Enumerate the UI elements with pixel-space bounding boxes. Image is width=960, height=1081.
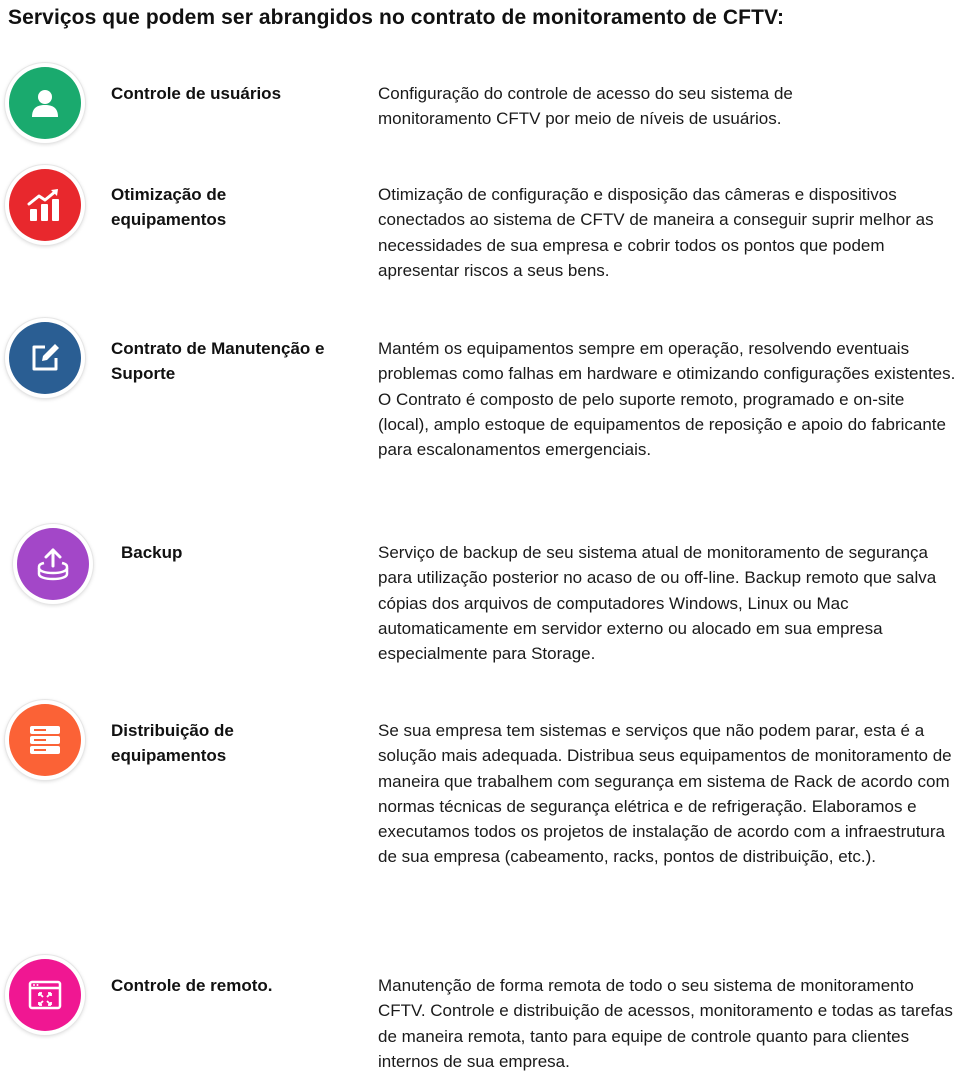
service-description: Manutenção de forma remota de todo o seu sistema de monitoramento CFTV. Controle e distribuição de acessos, monitoramento e todas as tarefas de maneira remota, tanto para equipe de controle quanto para clientes internos de sua empresa. (378, 976, 953, 1071)
icon-badge (5, 63, 85, 143)
service-description: Se sua empresa tem sistemas e serviços que não podem parar, esta é a solução mais adequada. Distribua seus equipamentos de monitoramento de maneira que trabalhem com segurança em sistema de Rack de acordo com normas técnicas de segurança elétrica e de refrigeração. Elaboramos e executamos todos os projetos de instalação de acordo com a infraestrutura de sua empresa (cabeamento, racks, pontos de distribuição, etc.). (378, 721, 952, 867)
icon-badge (5, 165, 85, 245)
service-title: Controle de usuários (111, 84, 282, 103)
growth-chart-icon (25, 187, 65, 223)
upload-storage-icon (35, 546, 71, 582)
page-title: Serviços que podem ser abrangidos no contrato de monitoramento de CFTV: (8, 6, 785, 29)
icon-badge (13, 524, 93, 604)
service-title: Controle de remoto. (111, 976, 273, 995)
icon-badge (5, 318, 85, 398)
service-description: Configuração do controle de acesso do seu sistema de monitoramento CFTV por meio de níveis de usuários. (378, 84, 793, 129)
icon-badge (5, 700, 85, 780)
remote-window-icon (28, 980, 62, 1010)
service-description: Serviço de backup de seu sistema atual de monitoramento de segurança para utilização posterior no acaso de ou off-line. Backup remoto que salva cópias dos arquivos de computadores Windows, Linux ou Mac automaticamente em servidor externo ou alocado em sua empresa especialmente para Storage. (378, 543, 937, 664)
edit-icon (28, 341, 62, 375)
service-description: Mantém os equipamentos sempre em operação, resolvendo eventuais problemas como falhas em hardware e otimizando configurações existentes. O Contrato é composto de pelo suporte remoto, programado e on-site (local), amplo estoque de equipamentos de reposição e apoio do fabricante para escalonamentos emergenciais. (378, 339, 956, 460)
service-title: Otimização de equipamentos (111, 185, 227, 229)
user-icon (28, 86, 62, 120)
service-title: Contrato de Manutenção e Suporte (111, 339, 325, 383)
server-rack-icon (27, 723, 63, 757)
service-description: Otimização de configuração e disposição das câmeras e dispositivos conectados ao sistema de CFTV de maneira a conseguir suprir melhor as necessidades de sua empresa e cobrir todos os pontos que podem apresentar riscos a seus bens. (378, 185, 934, 280)
service-title: Distribuição de equipamentos (111, 721, 234, 765)
service-title: Backup (121, 543, 183, 562)
icon-badge (5, 955, 85, 1035)
